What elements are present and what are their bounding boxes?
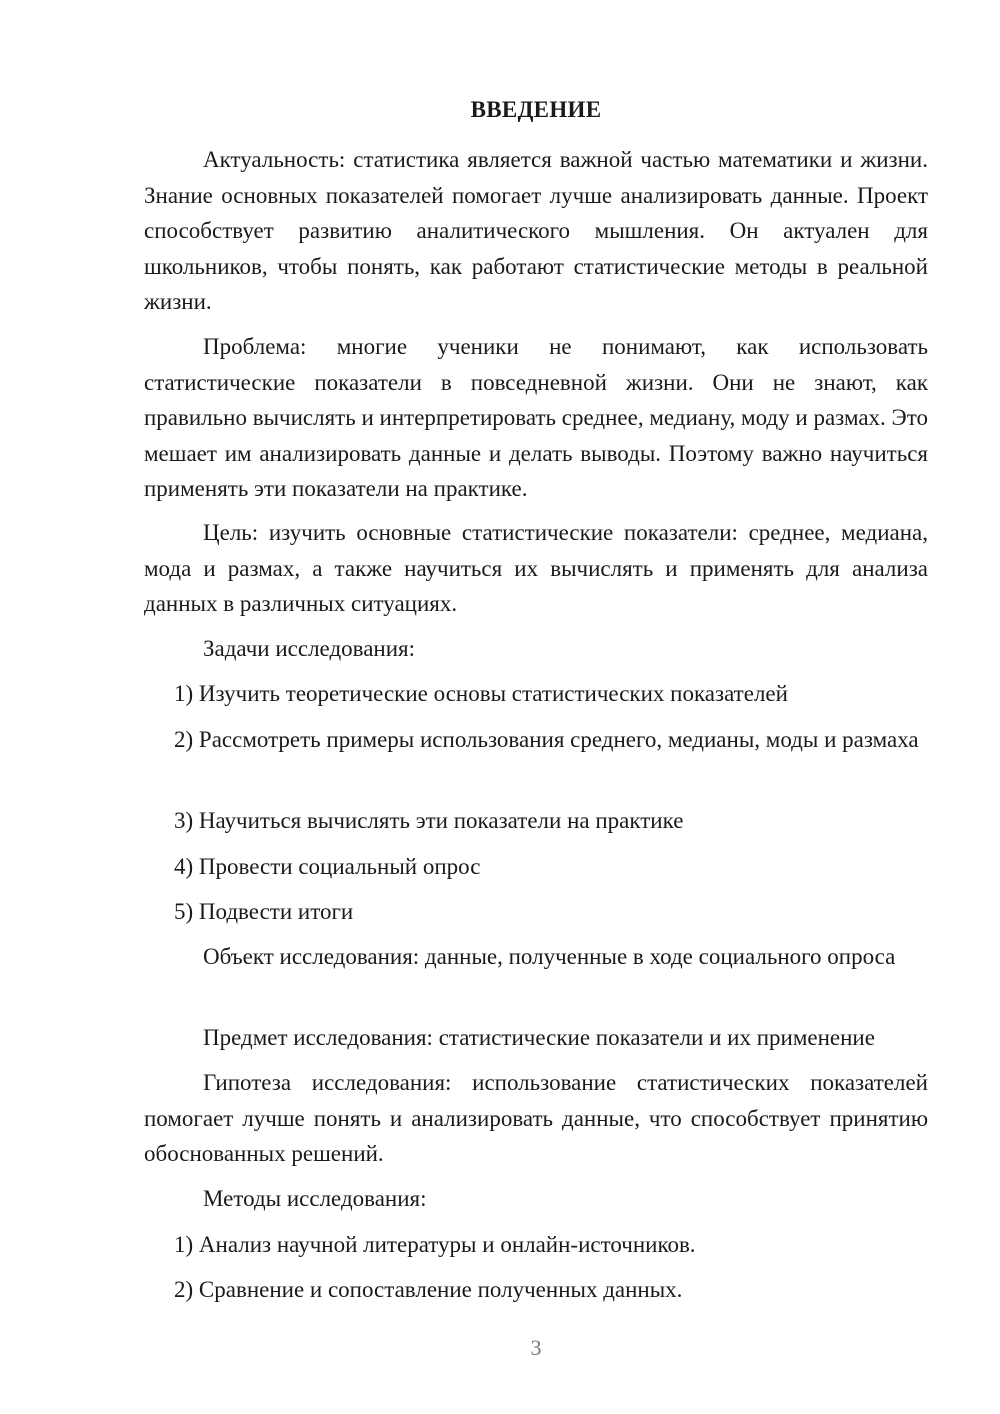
method-item: 2) Сравнение и сопоставление полученных данных. <box>174 1277 683 1302</box>
page-title: ВВЕДЕНИЕ <box>470 97 602 122</box>
method-item: 1) Анализ научной литературы и онлайн-источников. <box>174 1232 696 1257</box>
hypothesis-paragraph: Гипотеза исследования: использование статистических показателей помогает лучше понять и анализировать данные, что способствует принятию обоснованных решений. <box>144 1070 928 1166</box>
task-item: 3) Научиться вычислять эти показатели на практике <box>174 808 684 833</box>
problem-paragraph: Проблема: многие ученики не понимают, как использовать статистические показатели в повседневной жизни. Они не знают, как правильно вычислять и интерпретировать среднее, медиану, моду и размах. Это мешает им анализировать данные и делать выводы. Поэтому важно научиться применять эти показатели на практике. <box>144 334 928 501</box>
tasks-heading: Задачи исследования: <box>203 636 416 661</box>
relevance-paragraph: Актуальность: статистика является важной частью математики и жизни. Знание основных показателей помогает лучше анализировать данные. Проект способствует развитию аналитического мышления. Он актуален для школьников, чтобы понять, как работают статистические методы в реальной жизни. <box>144 147 928 314</box>
goal-paragraph: Цель: изучить основные статистические показатели: среднее, медиана, мода и размах, а также научиться их вычислять и применять для анализа данных в различных ситуациях. <box>144 520 928 616</box>
page-number: 3 <box>530 1335 542 1360</box>
object-paragraph: Объект исследования: данные, полученные в ходе социального опроса <box>203 944 896 969</box>
task-item: 2) Рассмотреть примеры использования среднего, медианы, моды и размаха <box>174 727 919 752</box>
methods-heading: Методы исследования: <box>203 1186 427 1211</box>
task-item: 4) Провести социальный опрос <box>174 854 481 879</box>
subject-paragraph: Предмет исследования: статистические показатели и их применение <box>203 1025 875 1050</box>
task-item: 5) Подвести итоги <box>174 899 354 924</box>
task-item: 1) Изучить теоретические основы статистических показателей <box>174 681 788 706</box>
